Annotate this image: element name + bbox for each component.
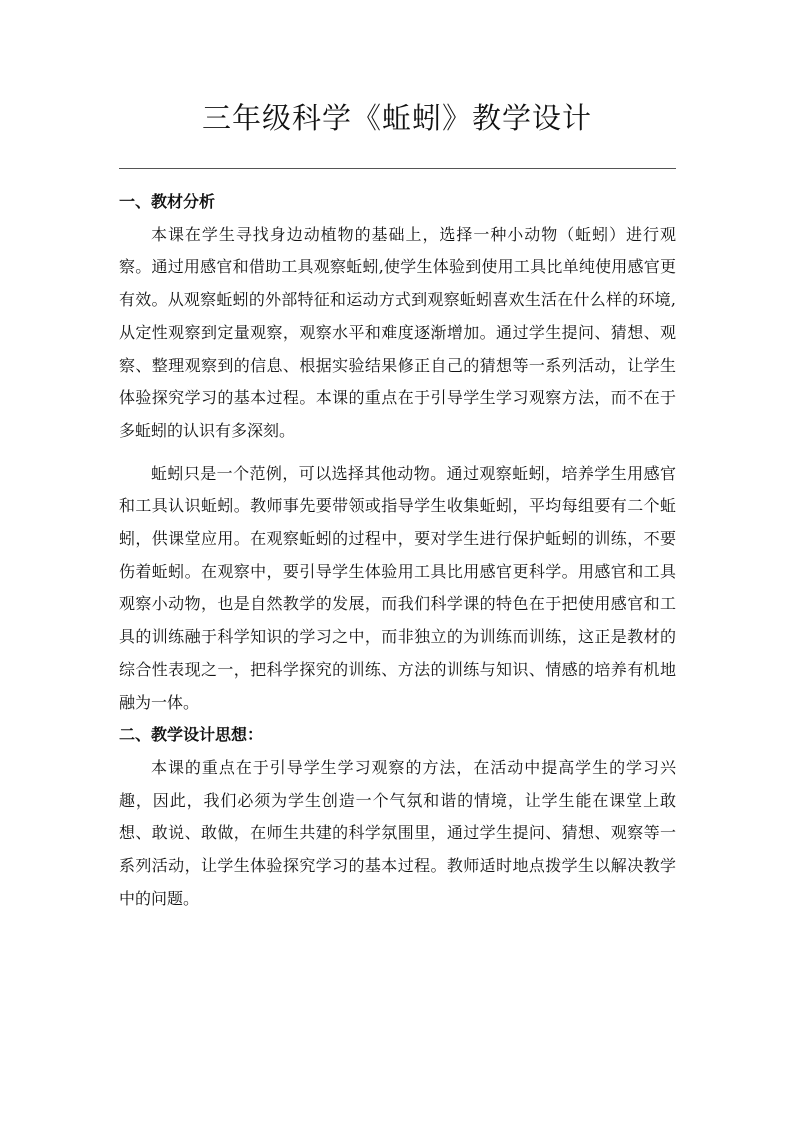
- section-design-ideas: [119, 719, 676, 915]
- document-body: [119, 186, 676, 915]
- paragraph-spacer: [119, 448, 676, 458]
- body-paragraph: 本课的重点在于引导学生学习观察的方法，在活动中提高学生的学习兴趣，因此，我们必须为学生创造一个气氛和谐的情境，让学生能在课堂上敢想、敢说、敢做，在师生共建的科学氛围里，通过学生提问、猜想、观察等一系列活动，让学生体验探究学习的基本过程。教师适时地点拨学生以解决教学中的问题。: [119, 757, 676, 908]
- section-textbook-analysis: [119, 186, 676, 719]
- section-heading: 二、教学设计思想：: [119, 725, 264, 745]
- body-paragraph: 蚯蚓只是一个范例，可以选择其他动物。通过观察蚯蚓，培养学生用感官和工具认识蚯蚓。教师事先要带领或指导学生收集蚯蚓，平均每组要有二个蚯蚓，供课堂应用。在观察蚯蚓的过程中，要对学生进行保护蚯蚓的训练，不要伤着蚯蚓。在观察中，要引导学生体验用工具比用感官更科学。用感官和工具观察小动物，也是自然教学的发展，而我们科学课的特色在于把使用感官和工具的训练融于科学知识的学习之中，而非独立的为训练而训练，这正是教材的综合性表现之一，把科学探究的训练、方法的训练与知识、情感的培养有机地融为一体。: [119, 463, 676, 712]
- document-title: 三年级科学《蚯蚓》教学设计: [201, 101, 592, 135]
- title-divider: [119, 168, 676, 169]
- body-paragraph: 本课在学生寻找身边动植物的基础上，选择一种小动物（蚯蚓）进行观察。通过用感官和借助工具观察蚯蚓,使学生体验到使用工具比单纯使用感官更有效。从观察蚯蚓的外部特征和运动方式到观察蚯蚓喜欢生活在什么样的环境,从定性观察到定量观察，观察水平和难度逐渐增加。通过学生提问、猜想、观察、整理观察到的信息、根据实验结果修正自己的猜想等一系列活动，让学生体验探究学习的基本过程。本课的重点在于引导学生学习观察方法，而不在于多蚯蚓的认识有多深刻。: [119, 224, 676, 440]
- section-heading: 一、教材分析: [119, 192, 216, 211]
